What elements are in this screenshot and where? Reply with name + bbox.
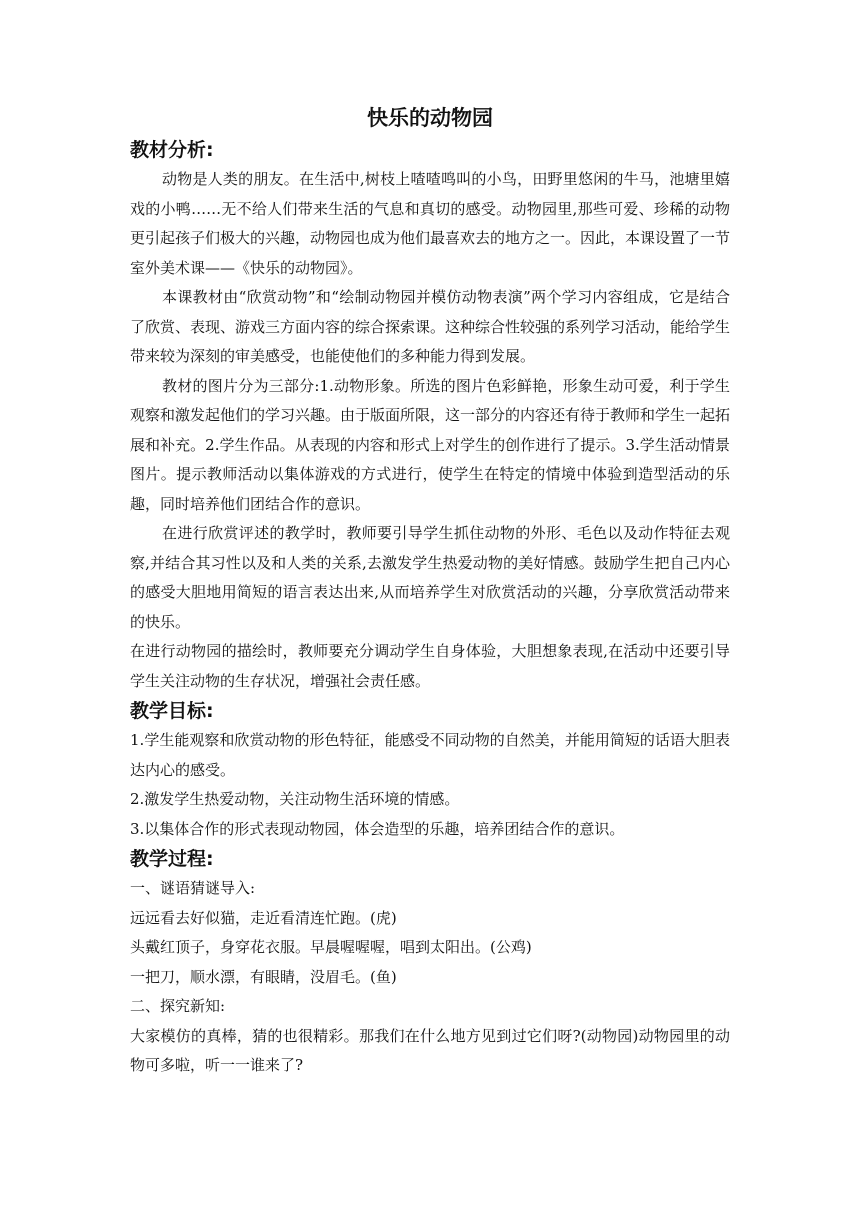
- analysis-paragraph: 教材的图片分为三部分:1.动物形象。所选的图片色彩鲜艳，形象生动可爱，利于学生观察和激发起他们的学习兴趣。由于版面所限，这一部分的内容还有待于教师和学生一起拓展和补充。2.学生作品。从表现的内容和形式上对学生的创作进行了提示。3.学生活动情景图片。提示教师活动以集体游戏的方式进行，使学生在特定的情境中体验到造型活动的乐趣，同时培养他们团结合作的意识。: [130, 376, 731, 513]
- process-paragraph: 大家模仿的真棒，猜的也很精彩。那我们在什么地方见到过它们呀?(动物园)动物园里的动物可多啦，听一一谁来了?: [130, 1026, 730, 1074]
- section-heading-teaching-goals: 教学目标:: [130, 700, 214, 722]
- document-title: 快乐的动物园: [367, 106, 493, 130]
- process-line: 一、谜语猜谜导入:: [130, 879, 256, 897]
- analysis-paragraph: 在进行动物园的描绘时，教师要充分调动学生自身体验，大胆想象表现,在活动中还要引导学生关注动物的生存状况，增强社会责任感。: [130, 642, 730, 690]
- process-line: 二、探究新知:: [130, 997, 226, 1015]
- analysis-paragraph: 本课教材由“欣赏动物”和“绘制动物园并模仿动物表演”两个学习内容组成，它是结合了欣赏、表现、游戏三方面内容的综合探索课。这种综合性较强的系列学习活动，能给学生带来较为深刻的审美感受，也能使他们的多种能力得到发展。: [130, 288, 731, 365]
- goal-item: 2.激发学生热爱动物，关注动物生活环境的情感。: [130, 790, 460, 808]
- section-heading-textbook-analysis: 教材分析:: [130, 139, 214, 161]
- riddle-line: 头戴红顶子，身穿花衣服。早晨喔喔喔，唱到太阳出。(公鸡): [130, 938, 532, 956]
- goal-item: 1.学生能观察和欣赏动物的形色特征，能感受不同动物的自然美，并能用简短的话语大胆表达内心的感受。: [130, 731, 730, 779]
- goal-item: 3.以集体合作的形式表现动物园，体会造型的乐趣，培养团结合作的意识。: [130, 819, 625, 838]
- document-page: [130, 101, 730, 1081]
- riddle-line: 一把刀，顺水漂，有眼睛，没眉毛。(鱼): [130, 967, 397, 986]
- riddle-line: 远远看去好似猫，走近看清连忙跑。(虎): [130, 908, 397, 927]
- analysis-paragraph: 动物是人类的朋友。在生活中,树枝上喳喳鸣叫的小鸟，田野里悠闲的牛马，池塘里嬉戏的小鸭……无不给人们带来生活的气息和真切的感受。动物园里,那些可爱、珍稀的动物更引起孩子们极大的兴趣，动物园也成为他们最喜欢去的地方之一。因此，本课设置了一节室外美术课——《快乐的动物园》。: [130, 170, 731, 277]
- section-heading-teaching-process: 教学过程:: [130, 848, 214, 870]
- analysis-paragraph: 在进行欣赏评述的教学时，教师要引导学生抓住动物的外形、毛色以及动作特征去观察,并结合其习性以及和人类的关系,去激发学生热爱动物的美好情感。鼓励学生把自己内心的感受大胆地用简短的语言表达出来,从而培养学生对欣赏活动的兴趣，分享欣赏活动带来的快乐。: [130, 524, 730, 631]
